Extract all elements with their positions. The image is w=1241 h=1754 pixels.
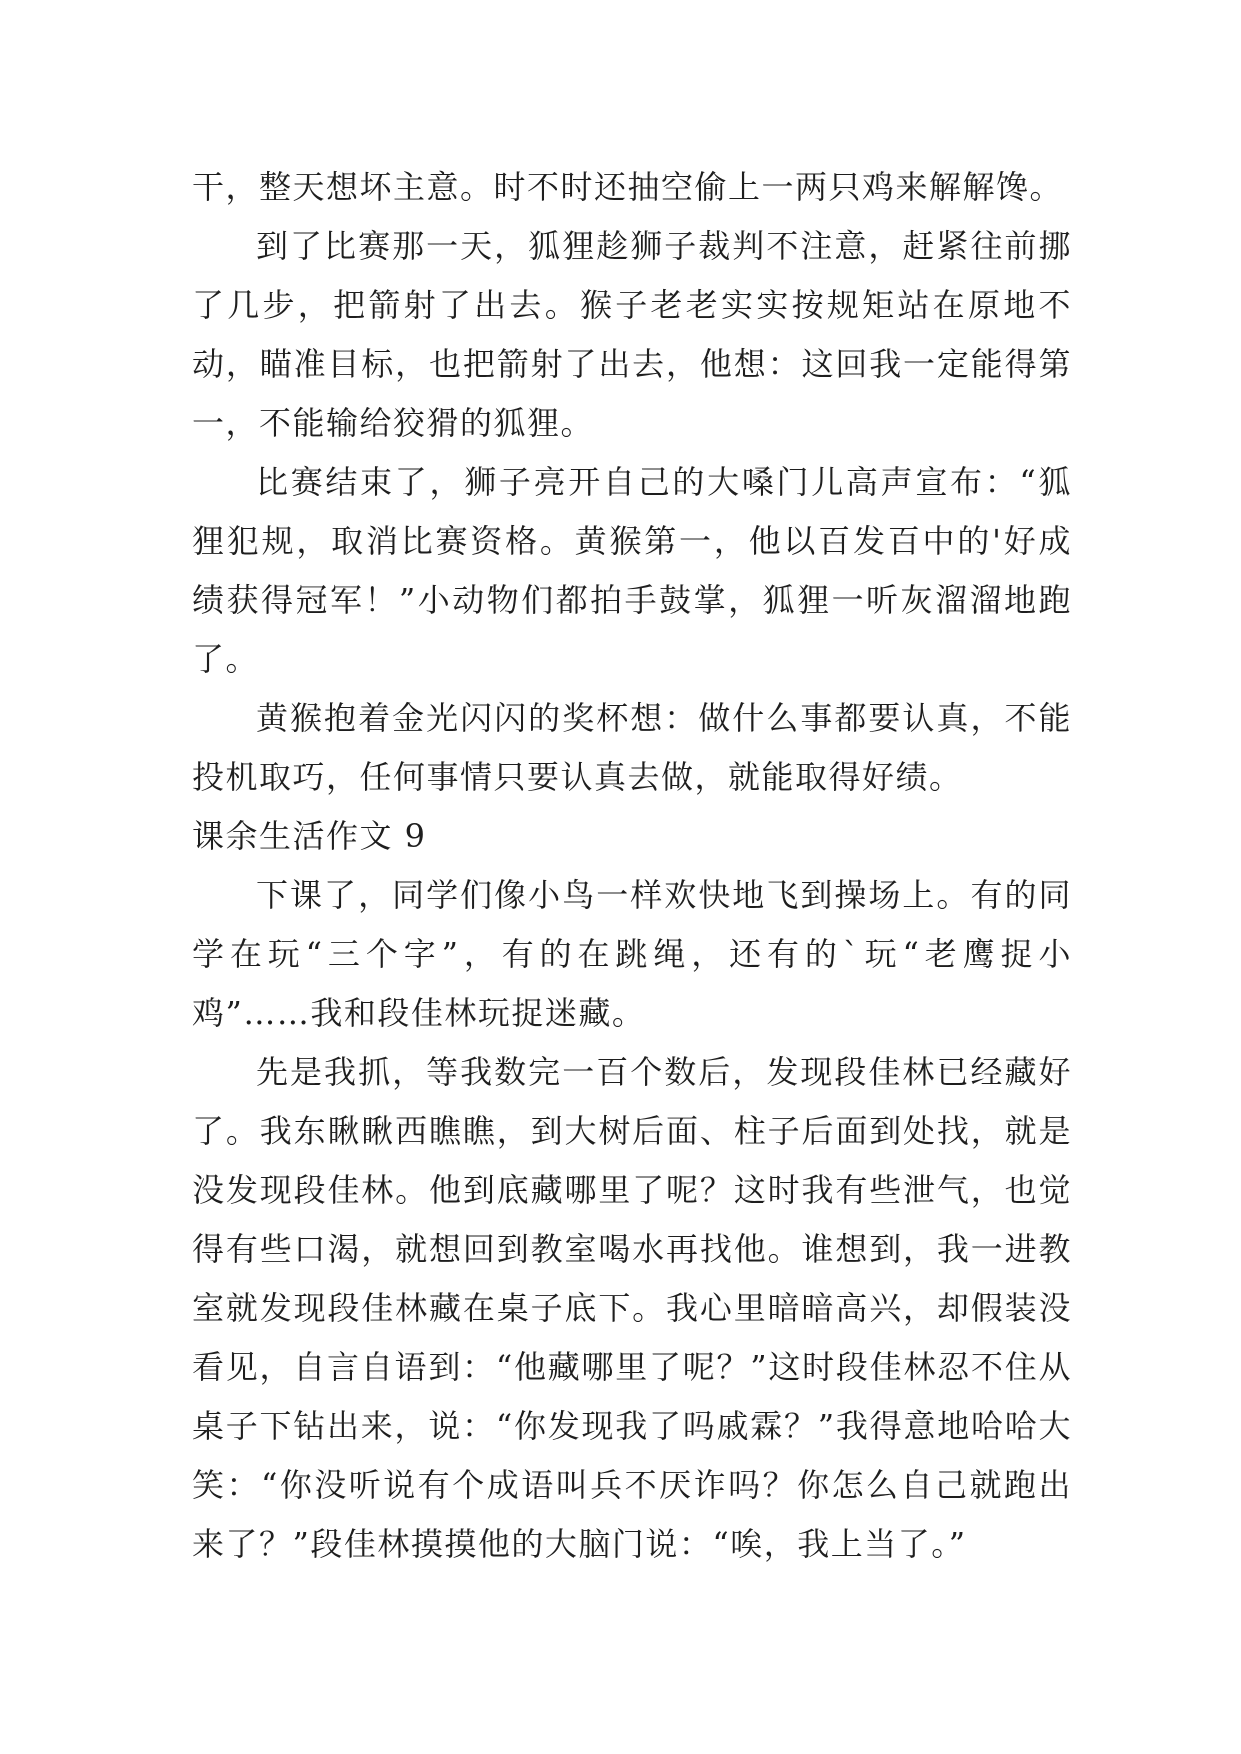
paragraph: 比赛结束了，狮子亮开自己的大嗓门儿高声宣布：“狐狸犯规，取消比赛资格。黄猴第一，他以百发百中的'好成绩获得冠军！”小动物们都拍手鼓掌，狐狸一听灰溜溜地跑了。 [192,463,1072,678]
paragraph: 到了比赛那一天，狐狸趁狮子裁判不注意，赶紧往前挪了几步，把箭射了出去。猴子老老实实按规矩站在原地不动，瞄准目标，也把箭射了出去，他想：这回我一定能得第一，不能输给狡猾的狐狸。 [192,227,1072,442]
paragraph: 黄猴抱着金光闪闪的奖杯想：做什么事都要认真，不能投机取巧，任何事情只要认真去做，就能取得好绩。 [192,699,1072,796]
document-page [192,158,1072,1574]
paragraph: 先是我抓，等我数完一百个数后，发现段佳林已经藏好了。我东瞅瞅西瞧瞧，到大树后面、柱子后面到处找，就是没发现段佳林。他到底藏哪里了呢？这时我有些泄气，也觉得有些口渴，就想回到教室喝水再找他。谁想到，我一进教室就发现段佳林藏在桌子底下。我心里暗暗高兴，却假装没看见，自言自语到：“他藏哪里了呢？”这时段佳林忍不住从桌子下钻出来，说：“你发现我了吗戚霖？”我得意地哈哈大笑：“你没听说有个成语叫兵不厌诈吗？你怎么自己就跑出来了？”段佳林摸摸他的大脑门说：“唉，我上当了。” [192,1053,1072,1563]
section-title: 课余生活作文 9 [192,817,427,855]
paragraph-continued: 干，整天想坏主意。时不时还抽空偷上一两只鸡来解解馋。 [192,168,1064,206]
paragraph: 下课了，同学们像小鸟一样欢快地飞到操场上。有的同学在玩“三个字”，有的在跳绳，还有的`玩“老鹰捉小鸡”……我和段佳林玩捉迷藏。 [192,876,1072,1032]
